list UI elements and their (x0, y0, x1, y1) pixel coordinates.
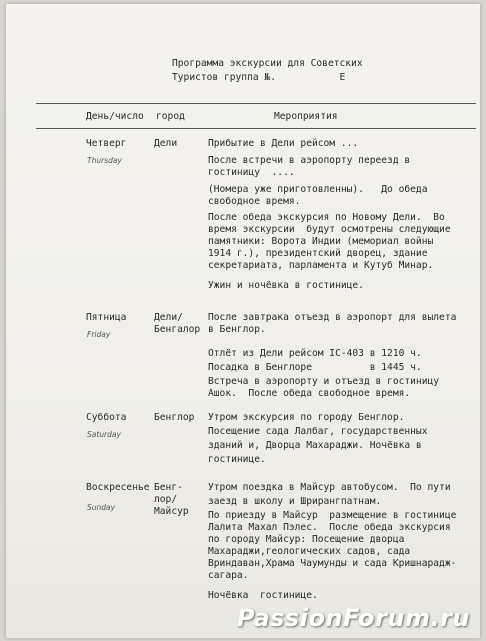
site-watermark: PassionForum.ru (236, 604, 470, 632)
event-line: Ашок. После обеда свободное время. (208, 388, 411, 399)
day-english-annotation: Thursday (87, 156, 122, 165)
day-english-annotation: Saturday (87, 430, 121, 439)
event-line: время экскурсии будут осмотрены следующие (208, 224, 451, 235)
day-label: Воскресенье (86, 482, 150, 493)
city-cell (154, 312, 200, 336)
day-label: Четверг (86, 138, 127, 149)
city-line: Бенглор (154, 412, 195, 423)
event-line: сагара. (208, 570, 249, 581)
header-top-rule (36, 103, 476, 104)
event-line: заезд в школу и Шрирангпатнам. (208, 496, 382, 507)
document-title-line-2: Туристов группа №. Е (172, 72, 346, 83)
event-line: памятники: Ворота Индии (мемориал войны (208, 236, 434, 247)
column-header-events: Мероприятия (274, 111, 338, 122)
event-line: гостинице. (208, 454, 266, 465)
events-cell (208, 412, 428, 466)
event-line: Посещение сада Лалбаг, государственных (208, 426, 428, 437)
event-line: Утром поездка в Майсур автобусом. По пути (208, 482, 451, 493)
city-line: Дели (154, 138, 178, 149)
city-line: Майсур (154, 506, 189, 517)
event-line: Махараджи,геологических садов, сада (208, 546, 411, 557)
city-cell (154, 412, 194, 424)
event-line: Отлёт из Дели рейсом IC-403 в 1210 ч. (208, 348, 422, 359)
event-line: После встречи в аэропорту переезд в (208, 155, 411, 166)
column-header-day-date: День/число (86, 111, 144, 122)
day-label: Суббота (86, 412, 127, 423)
document-title-line-1: Программа экскурсии для Советских (172, 58, 363, 69)
events-cell (208, 312, 456, 400)
city-line: Бенг- (154, 482, 183, 493)
event-line: Утром экскурсия по городу Бенглор. (208, 412, 405, 423)
event-line: секретариата, парламента и Кутуб Минар. (208, 260, 434, 271)
day-english-annotation: Friday (87, 330, 111, 339)
city-cell (154, 138, 177, 150)
event-line: Ужин и ночёвка в гостинице. (208, 280, 364, 291)
event-line: зданий и, Дворца Махараджи. Ночёвка в (208, 440, 422, 451)
city-line: Бенгалор (154, 324, 201, 335)
event-line: Прибытие в Дели рейсом ... (208, 138, 359, 149)
event-line: 1914 г.), президентский дворец, здание (208, 248, 428, 259)
event-line: После завтрака отъезд в аэропорт для вылета (208, 312, 457, 323)
day-english-annotation: Sunday (87, 503, 116, 512)
city-cell (154, 482, 189, 518)
events-cell (208, 138, 451, 292)
event-line: Вриндаван,Храма Чаумунды и сада Кришнарадж- (208, 558, 457, 569)
typed-document-page (6, 4, 480, 638)
day-label: Пятница (86, 312, 127, 323)
city-line: лор/ (154, 494, 178, 505)
event-line: Посадка в Бенглоре в 1445 ч. (208, 362, 422, 373)
city-line: Дели/ (154, 312, 183, 323)
event-line: Ночёвка гостинице. (208, 590, 318, 601)
column-header-city: город (156, 111, 185, 122)
event-line: в Бенглор. (208, 324, 266, 335)
event-line: Встреча в аэропорту и отъезд в гостиницу (208, 376, 440, 387)
event-line: гостиницу .... (208, 167, 295, 178)
event-line: Лалита Махал Пэлес. После обеда экскурсия (208, 522, 451, 533)
event-line: свободное время. (208, 196, 301, 207)
event-line: по городу Майсур: Посещение дворца (208, 534, 405, 545)
event-line: По приезду в Майсур размещение в гостинице (208, 510, 457, 521)
event-line: (Номера уже приготовленны). До обеда (208, 184, 428, 195)
events-cell (208, 482, 456, 602)
header-bottom-rule (36, 128, 476, 129)
event-line: После обеда экскурсия по Новому Дели. Во (208, 212, 445, 223)
